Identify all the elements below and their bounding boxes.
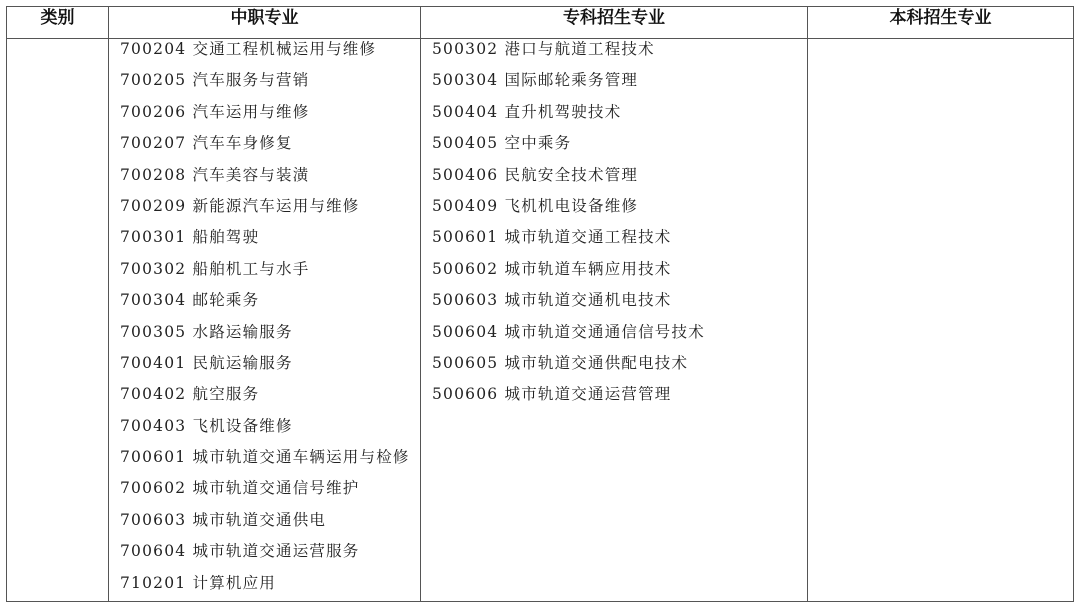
list-item: 700305 水路运输服务: [120, 322, 293, 341]
list-item: 500409 飞机机电设备维修: [432, 196, 639, 215]
list-item: 500404 直升机驾驶技术: [432, 102, 622, 121]
list-item: 500405 空中乘务: [432, 134, 572, 153]
list-item: 500605 城市轨道交通供配电技术: [432, 353, 689, 372]
list-item: 700301 船舶驾驶: [120, 228, 260, 247]
header-secondary-majors: 中职专业: [230, 8, 299, 28]
list-item: 500302 港口与航道工程技术: [432, 40, 655, 58]
list-item: 700208 汽车美容与装潢: [120, 165, 310, 184]
list-item: 700401 民航运输服务: [120, 353, 293, 372]
list-item: 710201 计算机应用: [120, 573, 276, 592]
list-item: 700205 汽车服务与营销: [120, 71, 310, 90]
majors-table: [6, 6, 1074, 602]
list-item: 500601 城市轨道交通工程技术: [432, 228, 672, 247]
list-item: 500304 国际邮轮乘务管理: [432, 71, 639, 90]
junior-college-majors-column: [432, 39, 804, 601]
list-item: 700604 城市轨道交通运营服务: [120, 542, 360, 561]
list-item: 500606 城市轨道交通运营管理: [432, 385, 672, 404]
undergraduate-majors-column: [808, 39, 1073, 601]
header-junior-college-majors: 专科招生专业: [563, 8, 665, 28]
header-undergraduate-majors: 本科招生专业: [889, 8, 992, 28]
list-item: 700601 城市轨道交通车辆运用与检修: [120, 448, 410, 467]
header-category: 类别: [40, 8, 75, 28]
list-item: 700207 汽车车身修复: [120, 134, 293, 153]
list-item: 700302 船舶机工与水手: [120, 259, 310, 278]
list-item: 700304 邮轮乘务: [120, 291, 260, 310]
list-item: 500604 城市轨道交通通信信号技术: [432, 322, 705, 341]
column-divider: [420, 7, 421, 601]
list-item: 500603 城市轨道交通机电技术: [432, 291, 672, 310]
list-item: 700603 城市轨道交通供电: [120, 510, 327, 529]
list-item: 500602 城市轨道车辆应用技术: [432, 259, 672, 278]
column-divider: [108, 7, 109, 601]
list-item: 700403 飞机设备维修: [120, 416, 293, 435]
list-item: 500406 民航安全技术管理: [432, 165, 639, 184]
list-item: 700209 新能源汽车运用与维修: [120, 196, 360, 215]
list-item: 700204 交通工程机械运用与维修: [120, 40, 377, 58]
table-header: [7, 7, 1073, 39]
list-item: 700206 汽车运用与维修: [120, 102, 310, 121]
category-column: [7, 39, 108, 601]
secondary-majors-column: [120, 39, 416, 601]
list-item: 700602 城市轨道交通信号维护: [120, 479, 360, 498]
list-item: 700402 航空服务: [120, 385, 260, 404]
